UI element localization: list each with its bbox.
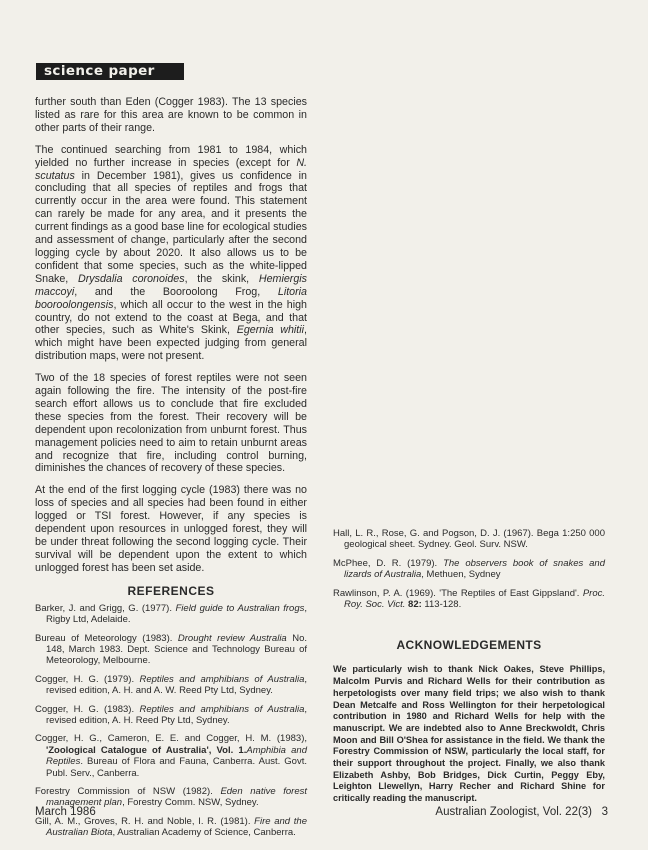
body-paragraph-2: The continued searching from 1981 to 1984, which yielded no further increase in species (except for N. scutatus in December 1981), gives us confidence in concluding that all species of reptiles and frogs that currently occur in the area were found. This statement can rarely be made for any area, and it presents the current findings as a good base line for ecological studies and assessment of change, particularly after the second logging cycle by about 2020. It also allows us to be confident that some species, such as the white-lipped Snake, Drysdalia coronoides, the skink, Hemiergis maccoyi, and the Booroolong Frog, Litoria booroolongensis, which all occur to the west in the high country, do not extend to the coast at Bega, and that other species, such as White's Skink, Egernia whitii, which might have been expected judging from general distribution maps, were not present. bbox=[35, 143, 308, 363]
body-paragraph-3: Two of the 18 species of forest reptiles were not seen again following the fire. The intensity of the post-fire search effort allows us to conclude that fire excluded these species from the forest. Their recovery will be dependent upon recolonization from unburnt forest. Thus management policies need to aim to retain unburnt areas and recognize that fire, including control burning, diminishes the chances of recovery of these species. bbox=[35, 372, 307, 475]
reference-item: Gill, A. M., Groves, R. H. and Noble, I. R. (1981). Fire and the Australian Biota, Australian Academy of Science, Canberra. bbox=[35, 815, 307, 839]
reference-item: Barker, J. and Grigg, G. (1977). Field guide to Australian frogs, Rigby Ltd, Adelaide. bbox=[35, 602, 308, 626]
reference-item: McPhee, D. R. (1979). The observers book of snakes and lizards of Australia, Methuen, Sydney bbox=[333, 557, 605, 581]
section-banner: science paper bbox=[36, 63, 184, 80]
reference-item: Hall, L. R., Rose, G. and Pogson, D. J. (1967). Bega 1:250 000 geological sheet. Sydney. Geol. Surv. NSW. bbox=[333, 528, 605, 551]
reference-item: Bureau of Meteorology (1983). Drought review Australia No. 148, March 1983. Dept. Science and Technology Bureau of Meteorology, Melbourne. bbox=[35, 632, 308, 667]
reference-item: Cogger, H. G., Cameron, E. E. and Cogger, H. M. (1983), 'Zoological Catalogue of Australia', Vol. 1.Amphibia and Reptiles. Bureau of Flora and Fauna, Canberra. Aust. Govt. Publ. Serv., Canberra. bbox=[35, 733, 307, 779]
body-paragraph-1: further south than Eden (Cogger 1983). The 13 species listed as rare for this area are known to be common in other parts of their range. bbox=[35, 96, 307, 134]
acknowledgements-text: We particularly wish to thank Nick Oakes, Steve Phillips, Malcolm Purvis and Richard Wells for their contribution as herpetologists over many field trips; we also wish to thank Dean Metcalfe and Ross Wellington for their herpetological contribution in 1980 and Richard Wells for help with the manuscript. We are indebted also to Anne Breckwoldt, Chris Moon and Bill O'Shea for assistance in the field. We thank the Forestry Commission of NSW, particularly the local staff, for their support throughout the project. Finally, we also thank Elizabeth Ashby, Bob Bridges, Dick Curtin, Peggy Eby, Leighton Llewellyn, Harry Recher and Richard Shine for critically reading the manuscript. bbox=[333, 664, 605, 804]
reference-item: Rawlinson, P. A. (1969). 'The Reptiles of East Gippsland'. Proc. Roy. Soc. Vict. 82: 113-128. bbox=[333, 587, 605, 611]
right-column bbox=[333, 528, 605, 805]
left-column bbox=[35, 96, 307, 846]
footer-date: March 1986 bbox=[35, 806, 96, 818]
reference-item: Cogger, H. G. (1979). Reptiles and amphibians of Australia, revised edition, A. H. and A. W. Reed Pty Ltd, Sydney. bbox=[35, 673, 307, 697]
footer-journal: Australian Zoologist, Vol. 22(3) 3 bbox=[435, 806, 608, 818]
body-paragraph-4: At the end of the first logging cycle (1983) there was no loss of species and all species had been found in either logged or TSI forest. However, if any species is dependent upon resources in unlogged forest, they will be under threat following the second logging cycle. Their survival will be dependent upon the extent to which unlogged forest has been set aside. bbox=[35, 484, 307, 574]
reference-item: Forestry Commission of NSW (1982). Eden native forest management plan, Forestry Comm. NSW, Sydney. bbox=[35, 786, 307, 809]
references-heading: REFERENCES bbox=[127, 583, 215, 598]
reference-item: Cogger, H. G. (1983). Reptiles and amphibians of Australia, revised edition, A. H. Reed Pty Ltd, Sydney. bbox=[35, 703, 307, 726]
acknowledgements-heading: ACKNOWLEDGEMENTS bbox=[396, 638, 542, 653]
